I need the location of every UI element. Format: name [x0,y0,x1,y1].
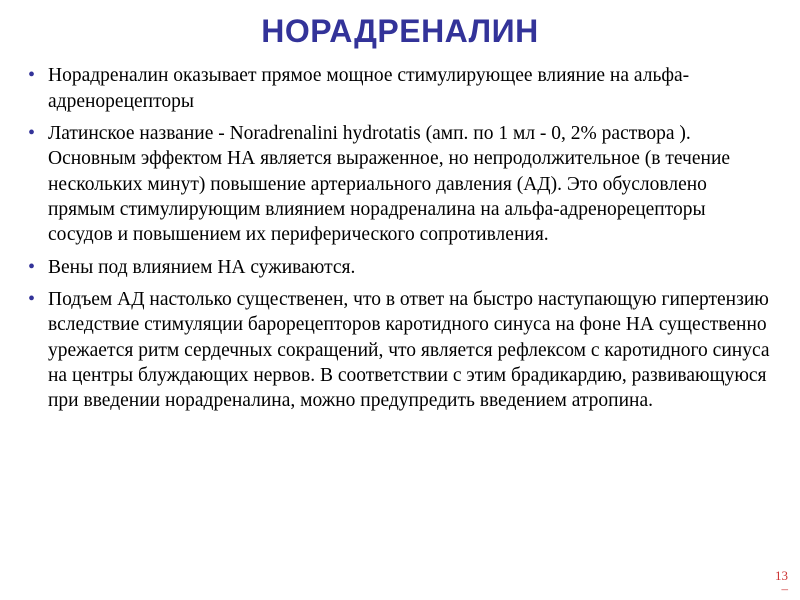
bullet-text: • Норадреналин оказывает прямое мощное стимулирующее влияние на альфа-адренорецепторы [48,65,690,112]
bullet-list [0,63,800,413]
list-item [22,121,772,248]
page-number-value: 13 [775,568,788,584]
list-item [22,63,772,114]
list-item [22,287,772,414]
bullet-text: • Вены под влиянием НА суживаются. [48,256,356,278]
bullet-text: • Латинское название - Noradrenalini hydrotatis (амп. по 1 мл - 0, 2% раствора ). Основным эффектом НА является выраженное, но непродолжительное (в течение нескольких минут) повышение артериального давления (АД). Это обусловлено прямым стимулирующим влиянием норадреналина на альфа-адренорецепторы сосудов и повышением их периферического сопротивления. [48,122,731,246]
list-item [22,255,772,280]
page-number-suffix: – [781,580,788,596]
page-number [775,569,788,596]
page-title: НОРАДРЕНАЛИН [261,13,539,49]
bullet-text: • Подъем АД настолько существенен, что в ответ на быстро наступающую гипертензию вследствие стимуляции барорецепторов каротидного синуса на фоне НА существенно урежается ритм сердечных сокращений, что является рефлексом с каротидного синуса на центры блуждающих нервов. В соответствии с этим брадикардию, развивающуюся при введении норадреналина, можно предупредить введением атропина. [48,288,770,412]
